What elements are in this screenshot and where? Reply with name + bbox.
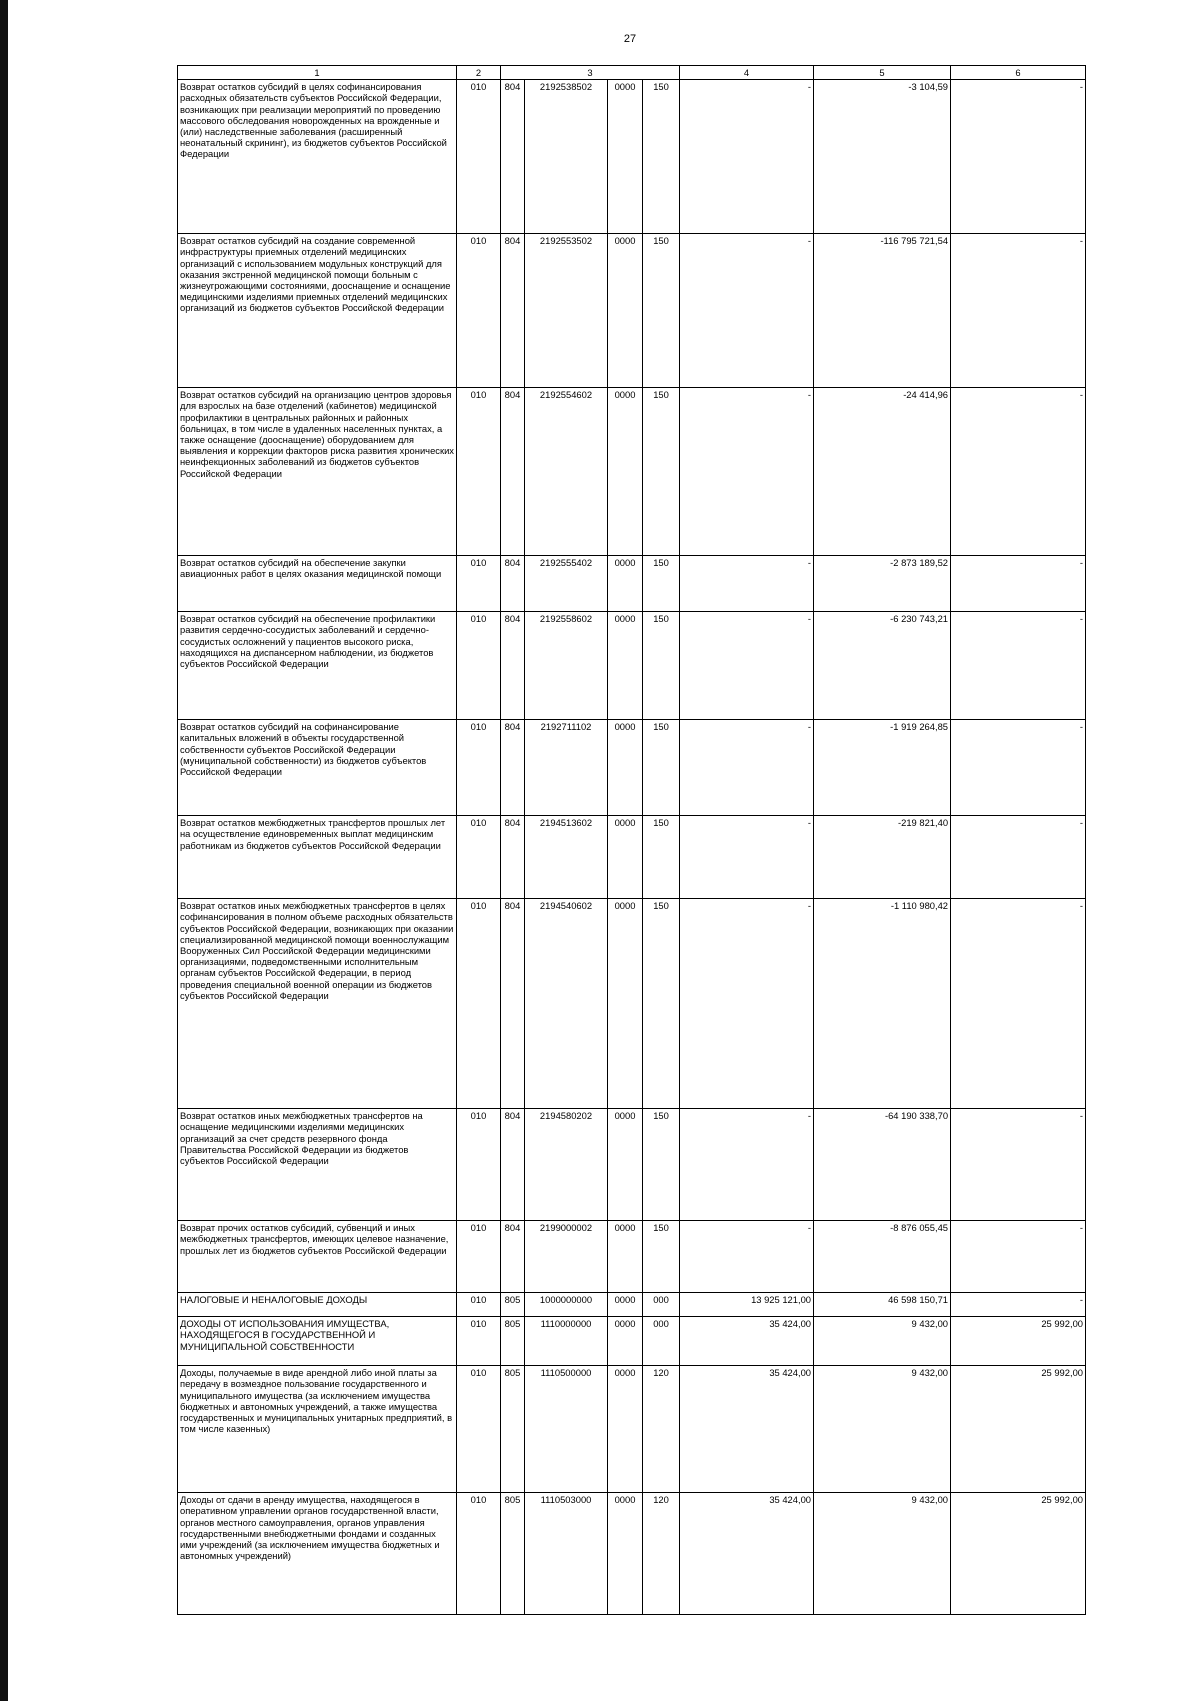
table-row bbox=[178, 1109, 1086, 1221]
value-col-5: -3 104,59 bbox=[814, 80, 951, 234]
kosgu-code: 150 bbox=[643, 234, 680, 388]
kosgu-code: 150 bbox=[643, 80, 680, 234]
table-row bbox=[178, 1293, 1086, 1317]
value-col-6: 25 992,00 bbox=[951, 1317, 1086, 1366]
budget-code: 2192558602 bbox=[525, 612, 608, 720]
budget-code: 2194513602 bbox=[525, 816, 608, 899]
value-col-4: - bbox=[680, 720, 814, 816]
admin-code: 010 bbox=[457, 1317, 501, 1366]
budget-code: 2199000002 bbox=[525, 1221, 608, 1293]
value-col-6: - bbox=[951, 1293, 1086, 1317]
page-number: 27 bbox=[623, 33, 637, 45]
program-code: 0000 bbox=[608, 1109, 643, 1221]
program-code: 0000 bbox=[608, 612, 643, 720]
admin-code: 010 bbox=[457, 612, 501, 720]
value-col-6: - bbox=[951, 234, 1086, 388]
budget-code: 2194540602 bbox=[525, 899, 608, 1109]
admin-code: 010 bbox=[457, 80, 501, 234]
value-col-4: - bbox=[680, 612, 814, 720]
section-code: 804 bbox=[501, 1109, 525, 1221]
kosgu-code: 150 bbox=[643, 1109, 680, 1221]
row-name: Возврат остатков субсидий на организацию центров здоровья для взрослых на базе отделений (кабинетов) медицинской профилактики в центральных районных и районных больницах, в том числе в удаленных населенных пунктах, а также оснащение (дооснащение) оборудованием для выявления и коррекции факторов риска развития хронических неинфекционных заболеваний из бюджетов субъектов Российской Федерации bbox=[178, 388, 457, 556]
value-col-5: 46 598 150,71 bbox=[814, 1293, 951, 1317]
budget-code: 2194580202 bbox=[525, 1109, 608, 1221]
section-code: 804 bbox=[501, 234, 525, 388]
value-col-4: 35 424,00 bbox=[680, 1317, 814, 1366]
section-code: 805 bbox=[501, 1293, 525, 1317]
value-col-4: - bbox=[680, 80, 814, 234]
section-code: 804 bbox=[501, 80, 525, 234]
section-code: 804 bbox=[501, 556, 525, 612]
budget-code: 1110503000 bbox=[525, 1493, 608, 1615]
value-col-5: 9 432,00 bbox=[814, 1317, 951, 1366]
value-col-6: - bbox=[951, 1221, 1086, 1293]
budget-code: 2192553502 bbox=[525, 234, 608, 388]
value-col-6: - bbox=[951, 612, 1086, 720]
program-code: 0000 bbox=[608, 1293, 643, 1317]
value-col-4: 13 925 121,00 bbox=[680, 1293, 814, 1317]
program-code: 0000 bbox=[608, 1493, 643, 1615]
value-col-6: - bbox=[951, 1109, 1086, 1221]
section-code: 804 bbox=[501, 816, 525, 899]
value-col-5: -24 414,96 bbox=[814, 388, 951, 556]
budget-code: 2192554602 bbox=[525, 388, 608, 556]
value-col-5: -1 919 264,85 bbox=[814, 720, 951, 816]
table-row bbox=[178, 1493, 1086, 1615]
kosgu-code: 150 bbox=[643, 1221, 680, 1293]
kosgu-code: 120 bbox=[643, 1493, 680, 1615]
program-code: 0000 bbox=[608, 1317, 643, 1366]
admin-code: 010 bbox=[457, 720, 501, 816]
header-col-6: 6 bbox=[951, 66, 1086, 80]
value-col-6: - bbox=[951, 80, 1086, 234]
section-code: 804 bbox=[501, 612, 525, 720]
value-col-6: - bbox=[951, 556, 1086, 612]
kosgu-code: 000 bbox=[643, 1293, 680, 1317]
kosgu-code: 150 bbox=[643, 556, 680, 612]
admin-code: 010 bbox=[457, 556, 501, 612]
table-row bbox=[178, 816, 1086, 899]
section-code: 804 bbox=[501, 899, 525, 1109]
admin-code: 010 bbox=[457, 1366, 501, 1493]
revenue-table bbox=[177, 65, 1086, 1615]
row-name: НАЛОГОВЫЕ И НЕНАЛОГОВЫЕ ДОХОДЫ bbox=[178, 1293, 457, 1317]
value-col-5: -6 230 743,21 bbox=[814, 612, 951, 720]
header-row bbox=[178, 66, 1086, 80]
section-code: 804 bbox=[501, 720, 525, 816]
value-col-5: -116 795 721,54 bbox=[814, 234, 951, 388]
value-col-5: -2 873 189,52 bbox=[814, 556, 951, 612]
header-col-1: 1 bbox=[178, 66, 457, 80]
table-row bbox=[178, 80, 1086, 234]
row-name: Возврат остатков субсидий на софинансирование капитальных вложений в объекты государственной собственности субъектов Российской Федерации (муниципальной собственности) из бюджетов субъектов Российской Федерации bbox=[178, 720, 457, 816]
value-col-4: 35 424,00 bbox=[680, 1366, 814, 1493]
budget-code: 2192711102 bbox=[525, 720, 608, 816]
value-col-4: - bbox=[680, 899, 814, 1109]
kosgu-code: 150 bbox=[643, 816, 680, 899]
section-code: 804 bbox=[501, 388, 525, 556]
section-code: 805 bbox=[501, 1366, 525, 1493]
program-code: 0000 bbox=[608, 899, 643, 1109]
table-row bbox=[178, 556, 1086, 612]
row-name: ДОХОДЫ ОТ ИСПОЛЬЗОВАНИЯ ИМУЩЕСТВА, НАХОДЯЩЕГОСЯ В ГОСУДАРСТВЕННОЙ И МУНИЦИПАЛЬНОЙ СОБСТВЕННОСТИ bbox=[178, 1317, 457, 1366]
header-col-2: 2 bbox=[457, 66, 501, 80]
row-name: Возврат остатков субсидий на создание современной инфраструктуры приемных отделений медицинских организаций с использованием модульных конструкций для оказания экстренной медицинской помощи больным с жизнеугрожающими состояниями, дооснащение и оснащение медицинскими изделиями приемных отделений медицинских организаций из бюджетов субъектов Российской Федерации bbox=[178, 234, 457, 388]
value-col-4: - bbox=[680, 1221, 814, 1293]
budget-code: 1110000000 bbox=[525, 1317, 608, 1366]
admin-code: 010 bbox=[457, 234, 501, 388]
scan-edge bbox=[0, 0, 8, 1701]
section-code: 804 bbox=[501, 1221, 525, 1293]
header-col-4: 4 bbox=[680, 66, 814, 80]
value-col-5: -64 190 338,70 bbox=[814, 1109, 951, 1221]
row-name: Возврат остатков межбюджетных трансфертов прошлых лет на осуществление единовременных выплат медицинским работникам из бюджетов субъектов Российской Федерации bbox=[178, 816, 457, 899]
kosgu-code: 120 bbox=[643, 1366, 680, 1493]
program-code: 0000 bbox=[608, 234, 643, 388]
value-col-6: - bbox=[951, 388, 1086, 556]
row-name: Доходы, получаемые в виде арендной либо иной платы за передачу в возмездное пользование государственного и муниципального имущества (за исключением имущества бюджетных и автономных учреждений, а также имущества государственных и муниципальных унитарных предприятий, в том числе казенных) bbox=[178, 1366, 457, 1493]
row-name: Возврат остатков субсидий в целях софинансирования расходных обязательств субъектов Российской Федерации, возникающих при реализации мероприятий по проведению массового обследования новорожденных на врожденные и (или) наследственные заболевания (расширенный неонатальный скрининг), из бюджетов субъектов Российской Федерации bbox=[178, 80, 457, 234]
admin-code: 010 bbox=[457, 1221, 501, 1293]
budget-code: 2192555402 bbox=[525, 556, 608, 612]
value-col-6: - bbox=[951, 816, 1086, 899]
row-name: Возврат остатков субсидий на обеспечение профилактики развития сердечно-сосудистых заболеваний и сердечно-сосудистых осложнений у пациентов высокого риска, находящихся на диспансерном наблюдении, из бюджетов субъектов Российской Федерации bbox=[178, 612, 457, 720]
value-col-5: -1 110 980,42 bbox=[814, 899, 951, 1109]
admin-code: 010 bbox=[457, 1493, 501, 1615]
table-row bbox=[178, 720, 1086, 816]
program-code: 0000 bbox=[608, 816, 643, 899]
program-code: 0000 bbox=[608, 1366, 643, 1493]
value-col-6: 25 992,00 bbox=[951, 1493, 1086, 1615]
value-col-5: -219 821,40 bbox=[814, 816, 951, 899]
value-col-4: - bbox=[680, 556, 814, 612]
program-code: 0000 bbox=[608, 388, 643, 556]
value-col-4: - bbox=[680, 234, 814, 388]
table-row bbox=[178, 388, 1086, 556]
admin-code: 010 bbox=[457, 1109, 501, 1221]
row-name: Возврат остатков иных межбюджетных трансфертов на оснащение медицинскими изделиями медицинских организаций за счет средств резервного фонда Правительства Российской Федерации из бюджетов субъектов Российской Федерации bbox=[178, 1109, 457, 1221]
value-col-5: 9 432,00 bbox=[814, 1493, 951, 1615]
kosgu-code: 150 bbox=[643, 612, 680, 720]
value-col-6: 25 992,00 bbox=[951, 1366, 1086, 1493]
section-code: 805 bbox=[501, 1317, 525, 1366]
program-code: 0000 bbox=[608, 556, 643, 612]
admin-code: 010 bbox=[457, 388, 501, 556]
admin-code: 010 bbox=[457, 899, 501, 1109]
value-col-4: - bbox=[680, 816, 814, 899]
value-col-5: -8 876 055,45 bbox=[814, 1221, 951, 1293]
value-col-4: - bbox=[680, 1109, 814, 1221]
header-col-3: 3 bbox=[501, 66, 680, 80]
budget-code: 1110500000 bbox=[525, 1366, 608, 1493]
value-col-6: - bbox=[951, 899, 1086, 1109]
section-code: 805 bbox=[501, 1493, 525, 1615]
program-code: 0000 bbox=[608, 720, 643, 816]
program-code: 0000 bbox=[608, 80, 643, 234]
value-col-6: - bbox=[951, 720, 1086, 816]
table-row bbox=[178, 612, 1086, 720]
kosgu-code: 150 bbox=[643, 720, 680, 816]
budget-code: 1000000000 bbox=[525, 1293, 608, 1317]
row-name: Возврат прочих остатков субсидий, субвенций и иных межбюджетных трансфертов, имеющих целевое назначение, прошлых лет из бюджетов субъектов Российской Федерации bbox=[178, 1221, 457, 1293]
header-col-5: 5 bbox=[814, 66, 951, 80]
budget-code: 2192538502 bbox=[525, 80, 608, 234]
kosgu-code: 150 bbox=[643, 388, 680, 556]
kosgu-code: 150 bbox=[643, 899, 680, 1109]
row-name: Доходы от сдачи в аренду имущества, находящегося в оперативном управлении органов государственной власти, органов местного самоуправления, органов управления государственными внебюджетными фондами и созданных ими учреждений (за исключением имущества бюджетных и автономных учреждений) bbox=[178, 1493, 457, 1615]
value-col-4: 35 424,00 bbox=[680, 1493, 814, 1615]
program-code: 0000 bbox=[608, 1221, 643, 1293]
admin-code: 010 bbox=[457, 1293, 501, 1317]
table-row bbox=[178, 899, 1086, 1109]
row-name: Возврат остатков иных межбюджетных трансфертов в целях софинансирования в полном объеме расходных обязательств субъектов Российской Федерации, возникающих при оказании специализированной медицинской помощи военнослужащим Вооруженных Сил Российской Федерации медицинскими организациями, подведомственными исполнительным органам субъектов Российской Федерации, в период проведения специальной военной операции из бюджетов субъектов Российской Федерации bbox=[178, 899, 457, 1109]
table-row bbox=[178, 1366, 1086, 1493]
value-col-5: 9 432,00 bbox=[814, 1366, 951, 1493]
table-row bbox=[178, 234, 1086, 388]
value-col-4: - bbox=[680, 388, 814, 556]
row-name: Возврат остатков субсидий на обеспечение закупки авиационных работ в целях оказания медицинской помощи bbox=[178, 556, 457, 612]
kosgu-code: 000 bbox=[643, 1317, 680, 1366]
table-row bbox=[178, 1317, 1086, 1366]
admin-code: 010 bbox=[457, 816, 501, 899]
table-row bbox=[178, 1221, 1086, 1293]
